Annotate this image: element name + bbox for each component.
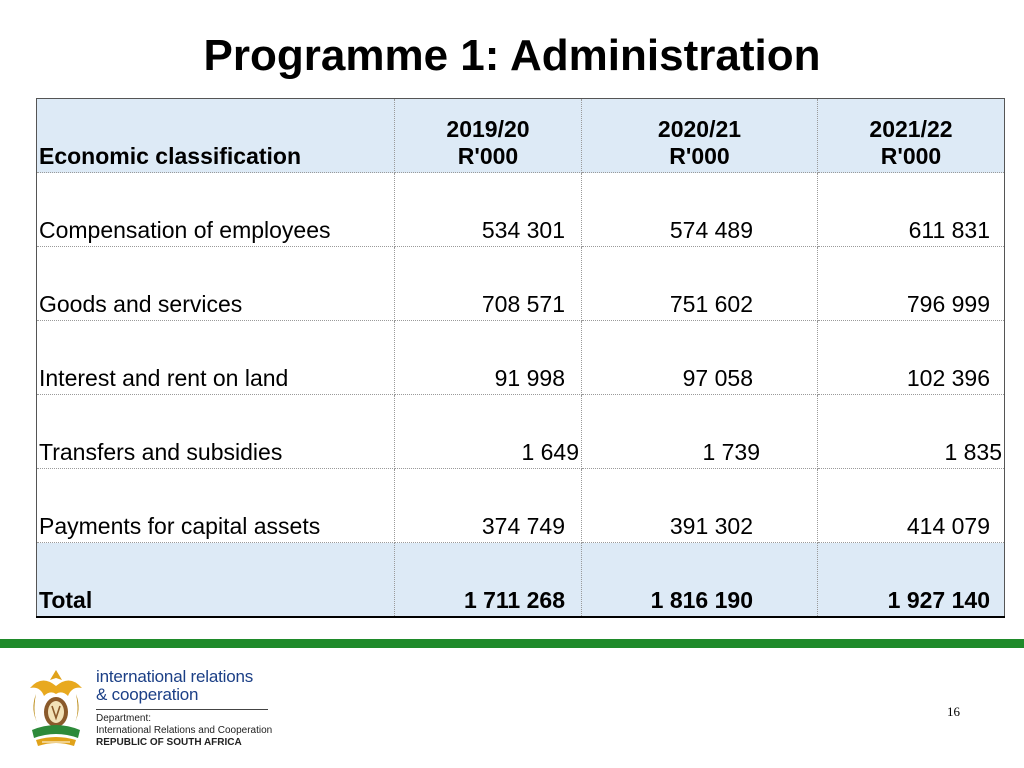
header-year-label: 2020/21 (657, 116, 742, 142)
table-row (37, 173, 1005, 247)
page-title: Programme 1: Administration (203, 31, 821, 80)
row-value: 97 058 (582, 321, 818, 395)
row-value: 708 571 (395, 247, 582, 321)
row-value: 796 999 (818, 247, 1005, 321)
row-label: Goods and services (37, 247, 395, 321)
dept-name: International Relations and Cooperation (96, 725, 273, 736)
row-label: Compensation of employees (37, 173, 395, 247)
row-value: 574 489 (582, 173, 818, 247)
row-value: 534 301 (395, 173, 582, 247)
row-value: 1 835 (818, 395, 1005, 469)
header-unit-label: R'000 (669, 143, 730, 169)
header-year-label: 2019/20 (446, 116, 530, 142)
row-value: 102 396 (818, 321, 1005, 395)
table-header-row (37, 99, 1005, 173)
row-value: 391 302 (582, 469, 818, 543)
row-value: 91 998 (395, 321, 582, 395)
table-row (37, 395, 1005, 469)
brand-divider (96, 709, 268, 710)
row-label: Transfers and subsidies (37, 395, 395, 469)
table-row (37, 321, 1005, 395)
country-name: REPUBLIC OF SOUTH AFRICA (96, 737, 242, 748)
row-value: 1 649 (395, 395, 582, 469)
dept-label: Department: (96, 713, 152, 724)
header-year-label: 2021/22 (869, 116, 953, 142)
footer-accent-bar (0, 639, 1024, 648)
header-classification: Economic classification (37, 99, 395, 173)
header-unit-label: R'000 (457, 143, 519, 169)
row-label: Interest and rent on land (37, 321, 395, 395)
header-year-2020 (582, 99, 818, 173)
header-year-2021 (818, 99, 1005, 173)
total-label: Total (37, 543, 395, 618)
total-row (37, 543, 1005, 618)
row-value: 414 079 (818, 469, 1005, 543)
row-value: 611 831 (818, 173, 1005, 247)
row-value: 751 602 (582, 247, 818, 321)
page-number: 16 (947, 704, 960, 719)
row-value: 374 749 (395, 469, 582, 543)
footer-branding (96, 668, 272, 749)
row-label: Payments for capital assets (37, 469, 395, 543)
table-row (37, 469, 1005, 543)
brand-line-1: international relations (96, 667, 253, 686)
budget-table (36, 98, 1005, 618)
header-unit-label: R'000 (880, 143, 942, 169)
coat-of-arms-icon (22, 666, 90, 750)
table-row (37, 247, 1005, 321)
total-value: 1 816 190 (582, 543, 818, 618)
total-value: 1 927 140 (818, 543, 1005, 618)
brand-line-2: & cooperation (96, 685, 199, 704)
total-value: 1 711 268 (395, 543, 582, 618)
row-value: 1 739 (582, 395, 818, 469)
header-year-2019 (395, 99, 582, 173)
